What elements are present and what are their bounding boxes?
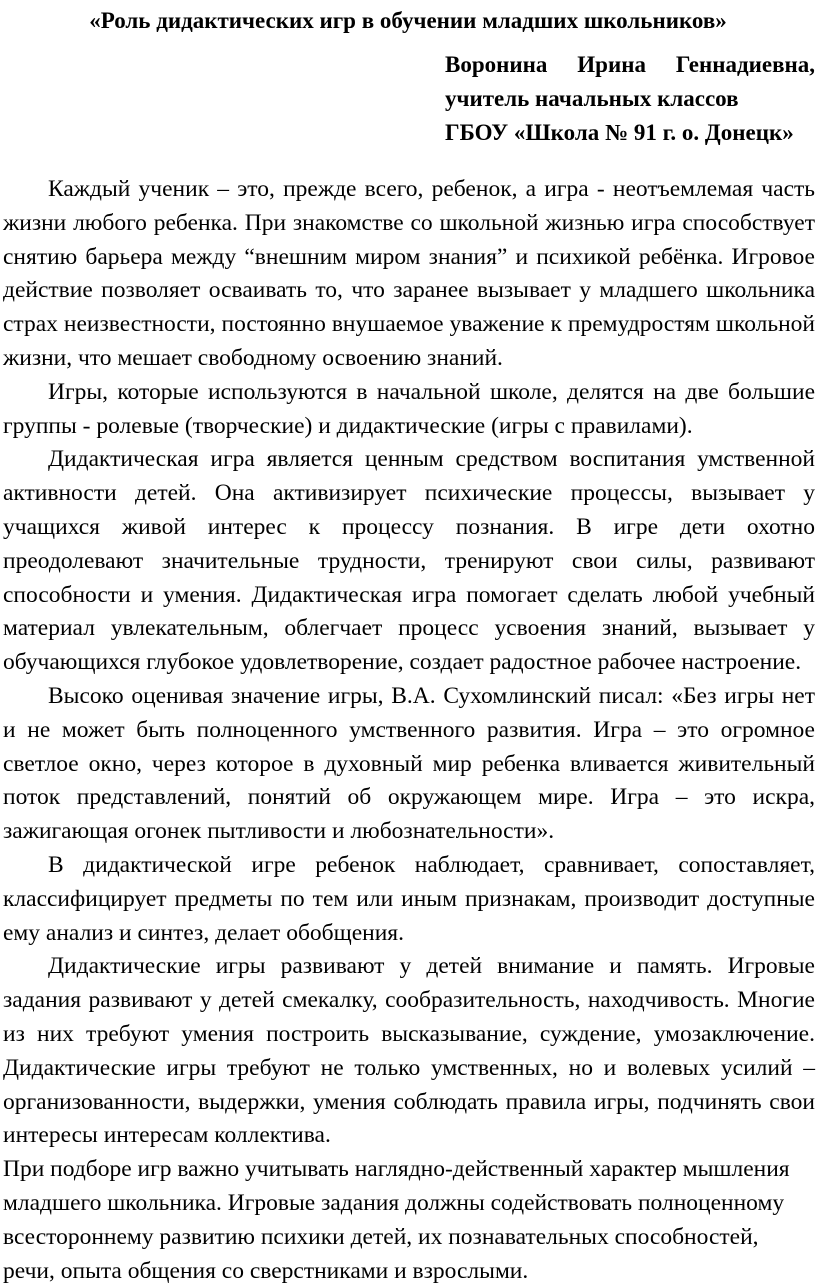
paragraph: В дидактической игре ребенок наблюдает, сравнивает, сопоставляет, классифицирует предметы по тем или иным признакам, производит доступные ему анализ и синтез, делает обобщения. — [3, 851, 815, 946]
document-body — [3, 173, 815, 1288]
paragraph: Дидактические игры развивают у детей внимание и память. Игровые задания развивают у детей смекалку, сообразительность, находчивость. Многие из них требуют умения построить высказывание, суждение, умозаключение. Дидактические игры требуют не только умственных, но и волевых усилий – организованности, выдержки, умения соблюдать правила игры, подчинять свои интересы интересам коллектива. — [3, 953, 815, 1149]
paragraph: Игры, которые используются в начальной школе, делятся на две большие группы - ролевые (творческие) и дидактические (игры с правилами). — [3, 378, 815, 439]
author-block — [445, 48, 815, 150]
document-title: «Роль дидактических игр в обучении младших школьников» — [89, 8, 727, 33]
paragraph: Высоко оценивая значение игры, В.А. Сухомлинский писал: «Без игры нет и не может быть полноценного умственного развития. Игра – это огромное светлое окно, через которое в духовный мир ребенка вливается живительный поток представлений, понятий об окружающем мире. Игра – это искра, зажигающая огонек пытливости и любознательности». — [3, 682, 815, 845]
author-position: учитель начальных классов — [445, 86, 739, 111]
paragraph: При подборе игр важно учитывать наглядно-действенный характер мышления младшего школьника. Игровые задания должны содействовать полноценному всестороннему развитию психики детей, их познавательных способностей, речи, опыта общения со сверстниками и взрослыми. — [3, 1156, 790, 1284]
author-name: Воронина Ирина Геннадиевна, — [445, 52, 815, 77]
author-school: ГБОУ «Школа № 91 г. о. Донецк» — [445, 120, 794, 145]
paragraph: Каждый ученик – это, прежде всего, ребенок, а игра - неотъемлемая часть жизни любого ребенка. При знакомстве со школьной жизнью игра способствует снятию барьера между “внешним миром знания” и психикой ребёнка. Игровое действие позволяет осваивать то, что заранее вызывает у младшего школьника страх неизвестности, постоянно внушаемое уважение к премудростям школьной жизни, что мешает свободному освоению знаний. — [3, 176, 815, 371]
paragraph: Дидактическая игра является ценным средством воспитания умственной активности детей. Она активизирует психические процессы, вызывает у учащихся живой интерес к процессу познания. В игре дети охотно преодолевают значительные трудности, тренируют свои силы, развивают способности и умения. Дидактическая игра помогает сделать любой учебный материал увлекательным, облегчает процесс усвоения знаний, вызывает у обучающихся глубокое удовлетворение, создает радостное рабочее настроение. — [3, 446, 815, 676]
